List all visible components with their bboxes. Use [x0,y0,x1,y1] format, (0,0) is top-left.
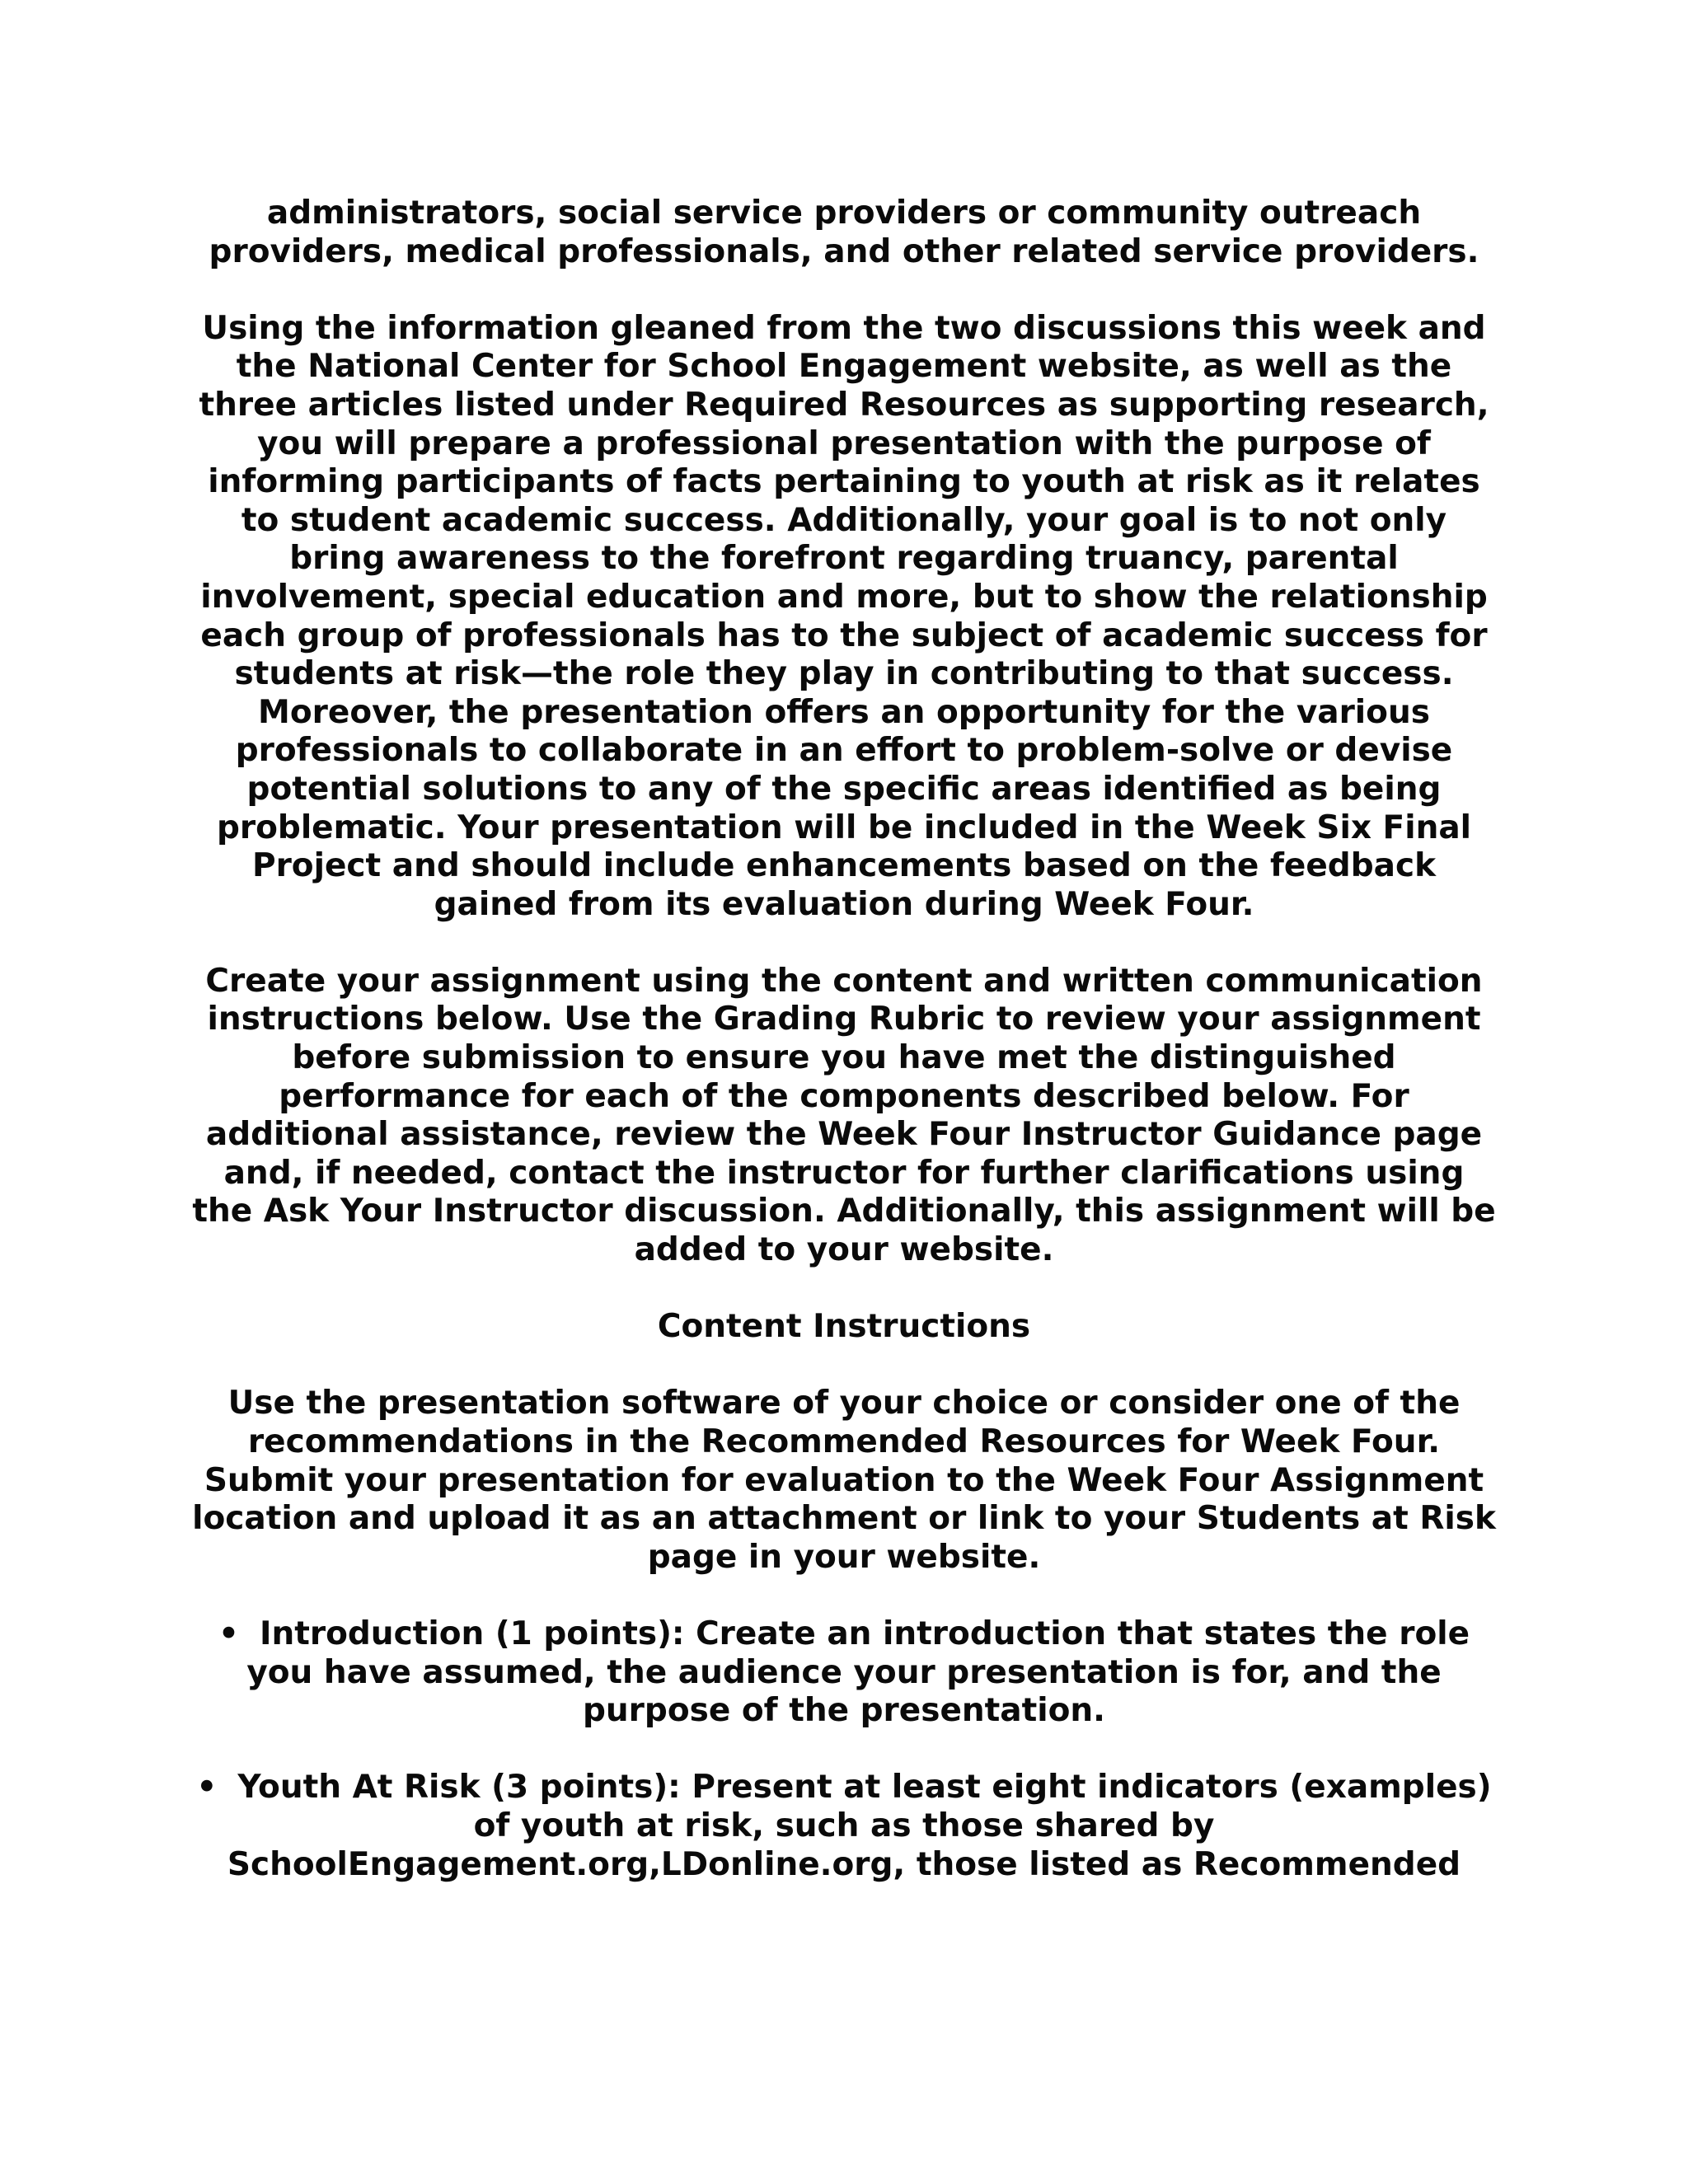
bullet-icon: • [218,1615,239,1652]
bullet-item-introduction [190,1615,1498,1731]
section-heading: Content Instructions [657,1308,1031,1346]
bullet-icon: • [196,1769,218,1807]
bullet-item-youth-at-risk [190,1769,1498,1884]
paragraph-content-instructions: Use the presentation software of your choice or consider one of the recommendations in the Recommended Resources for Week Four. Submit your presentation for evaluation to the Week Four Assignment location and upload it as an attachment or link to your Students at Risk page in your website. [192,1385,1496,1576]
document-page [190,194,1498,1923]
bullet-text: Introduction (1 points): Create an introduction that states the role you have assumed, the audience your presentation is for, and the purpose of the presentation. [246,1615,1470,1730]
paragraph-assignment-overview: Using the information gleaned from the two discussions this week and the National Center for School Engagement website, as well as the three articles listed under Required Resources as supporting research, you will prepare a professional presentation with the purpose of informing participants of facts pertaining to youth at risk as it relates to student academic success. Additionally, your goal is to not only bring awareness to the forefront regarding truancy, parental involvement, special education and more, but to show the relationship each group of professionals has to the subject of academic success for students at risk—the role they play in contributing to that success. Moreover, the presentation offers an opportunity for the various professionals to collaborate in an effort to problem-solve or devise potential solutions to any of the specific areas identified as being problematic. Your presentation will be included in the Week Six Final Project and should include enhancements based on the feedback gained from its evaluation during Week Four. [199,309,1489,923]
paragraph-audience: administrators, social service providers or community outreach providers, medical professionals, and other related service providers. [209,194,1479,270]
bullet-text: Youth At Risk (3 points): Present at least eight indicators (examples) of youth at risk, such as those shared by SchoolEngagement.org,LDonline.org, those listed as Recommended [227,1769,1492,1883]
paragraph-submission-guidance: Create your assignment using the content and written communication instructions below. Use the Grading Rubric to review your assignment before submission to ensure you have met the distinguished performance for each of the components described below. For additional assistance, review the Week Four Instructor Guidance page and, if needed, contact the instructor for further clarifications using the Ask Your Instructor discussion. Additionally, this assignment will be added to your website. [192,962,1496,1269]
